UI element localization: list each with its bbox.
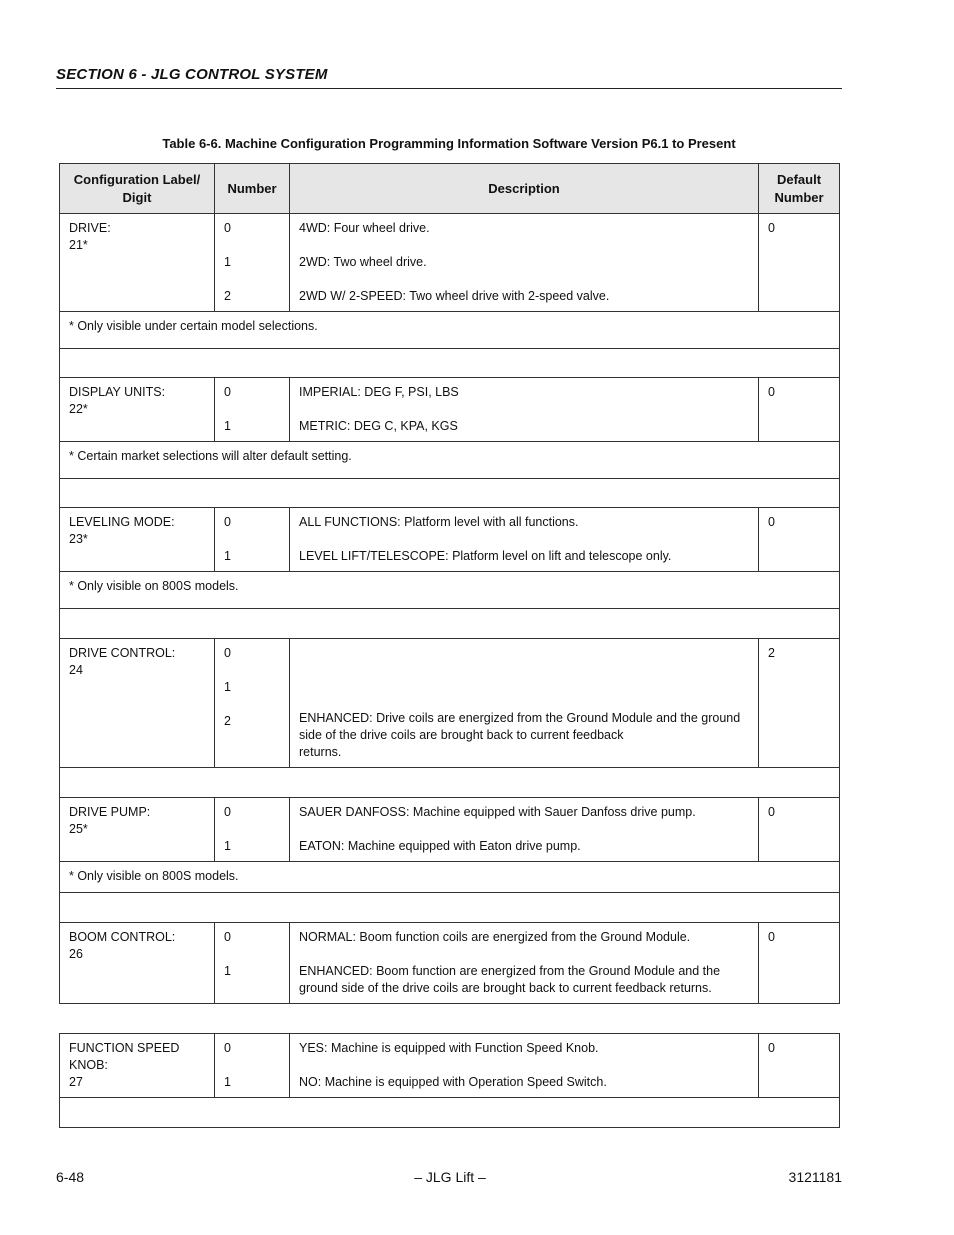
label-text: DRIVE: xyxy=(69,221,111,235)
default-value: 0 xyxy=(768,805,775,819)
description-cell xyxy=(290,508,759,572)
table-row-drive-pump xyxy=(60,798,840,862)
number-value: 0 xyxy=(224,646,231,660)
default-value: 0 xyxy=(768,515,775,529)
config-label xyxy=(60,378,215,442)
number-value: 0 xyxy=(224,385,231,399)
description-cell xyxy=(290,639,759,768)
number-value: 1 xyxy=(224,549,231,563)
col-header-label: Configuration Label/ Digit xyxy=(60,164,215,214)
table-row-drive-control xyxy=(60,639,840,768)
description-text: METRIC: DEG C, KPA, KGS xyxy=(299,419,458,433)
config-label xyxy=(60,508,215,572)
number-value: 2 xyxy=(224,289,231,303)
spacer-row xyxy=(60,893,840,923)
config-label xyxy=(60,214,215,312)
number-cell xyxy=(215,378,290,442)
table-note-row xyxy=(60,572,840,609)
spacer-row xyxy=(60,1098,840,1128)
table-row-boom-control xyxy=(60,923,840,1004)
label-text: KNOB: xyxy=(69,1058,108,1072)
number-value: 1 xyxy=(224,1075,231,1089)
label-text: FUNCTION SPEED xyxy=(69,1041,180,1055)
default-value: 0 xyxy=(768,385,775,399)
description-text: ALL FUNCTIONS: Platform level with all functions. xyxy=(299,515,579,529)
col-header-description: Description xyxy=(290,164,759,214)
number-value: 0 xyxy=(224,930,231,944)
spacer-row xyxy=(60,349,840,378)
description-text: YES: Machine is equipped with Function Speed Knob. xyxy=(299,1041,599,1055)
label-digit: 27 xyxy=(69,1075,83,1089)
description-text: SAUER DANFOSS: Machine equipped with Sauer Danfoss drive pump. xyxy=(299,805,696,819)
number-value: 0 xyxy=(224,805,231,819)
number-cell xyxy=(215,798,290,862)
number-value: 0 xyxy=(224,221,231,235)
label-text: LEVELING MODE: xyxy=(69,515,175,529)
default-value: 0 xyxy=(768,1041,775,1055)
label-text: DISPLAY UNITS: xyxy=(69,385,166,399)
config-label xyxy=(60,923,215,1004)
number-cell xyxy=(215,508,290,572)
label-digit: 24 xyxy=(69,663,83,677)
document-number: 3121181 xyxy=(788,1169,842,1185)
spacer-row xyxy=(60,479,840,508)
spacer-row xyxy=(60,609,840,639)
description-cell xyxy=(290,378,759,442)
description-text: 2WD: Two wheel drive. xyxy=(299,255,427,269)
label-digit: 25* xyxy=(69,822,88,836)
number-cell xyxy=(215,1034,290,1098)
default-cell xyxy=(759,798,840,862)
number-value: 1 xyxy=(224,680,231,694)
number-value: 0 xyxy=(224,515,231,529)
config-label xyxy=(60,798,215,862)
section-header: SECTION 6 - JLG CONTROL SYSTEM xyxy=(56,66,842,89)
note-text: * Certain market selections will alter default setting. xyxy=(60,442,840,479)
number-value: 2 xyxy=(224,714,231,728)
col-header-number: Number xyxy=(215,164,290,214)
col-header-default: Default Number xyxy=(759,164,840,214)
table-note-row xyxy=(60,862,840,893)
table-row-drive xyxy=(60,214,840,312)
description-text: ENHANCED: Drive coils are energized from the Ground Module and the ground side of the drive coils are brought back to current feedback xyxy=(299,711,741,742)
default-cell xyxy=(759,214,840,312)
number-value: 1 xyxy=(224,255,231,269)
config-label xyxy=(60,1034,215,1098)
description-text: 2WD W/ 2-SPEED: Two wheel drive with 2-speed valve. xyxy=(299,289,610,303)
number-value: 1 xyxy=(224,964,231,978)
default-value: 0 xyxy=(768,930,775,944)
label-digit: 23* xyxy=(69,532,88,546)
number-cell xyxy=(215,923,290,1004)
description-text: IMPERIAL: DEG F, PSI, LBS xyxy=(299,385,459,399)
description-cell xyxy=(290,798,759,862)
description-text: NORMAL: Boom function coils are energized from the Ground Module. xyxy=(299,930,691,944)
label-text: DRIVE CONTROL: xyxy=(69,646,176,660)
page-number: 6-48 xyxy=(56,1169,85,1185)
number-value: 1 xyxy=(224,419,231,433)
footer-center: – JLG Lift – xyxy=(414,1169,486,1185)
number-cell xyxy=(215,214,290,312)
table-row-function-speed-knob xyxy=(60,1034,840,1098)
label-digit: 22* xyxy=(69,402,88,416)
table-note-row xyxy=(60,312,840,349)
default-cell xyxy=(759,639,840,768)
description-text: EATON: Machine equipped with Eaton drive pump. xyxy=(299,839,581,853)
number-value: 0 xyxy=(224,1041,231,1055)
label-text: BOOM CONTROL: xyxy=(69,930,176,944)
table-title: Table 6-6. Machine Configuration Programming Information Software Version P6.1 to Present xyxy=(162,136,736,151)
note-text: * Only visible on 800S models. xyxy=(60,572,840,609)
description-cell xyxy=(290,923,759,1004)
note-text: * Only visible under certain model selections. xyxy=(60,312,840,349)
description-text: ENHANCED: Boom function are energized from the Ground Module and the ground side of the drive coils are brought back to current feedback returns. xyxy=(299,964,721,995)
note-text: * Only visible on 800S models. xyxy=(60,862,840,893)
default-cell xyxy=(759,378,840,442)
table-row-display-units xyxy=(60,378,840,442)
default-value: 2 xyxy=(768,646,775,660)
default-value: 0 xyxy=(768,221,775,235)
config-label xyxy=(60,639,215,768)
table-header-row xyxy=(60,164,840,214)
number-cell xyxy=(215,639,290,768)
default-cell xyxy=(759,1034,840,1098)
description-text: NO: Machine is equipped with Operation Speed Switch. xyxy=(299,1075,607,1089)
description-text: 4WD: Four wheel drive. xyxy=(299,221,430,235)
table-row-leveling-mode xyxy=(60,508,840,572)
spacer-row xyxy=(60,768,840,798)
config-table-continued xyxy=(59,1033,840,1128)
description-cell xyxy=(290,1034,759,1098)
number-value: 1 xyxy=(224,839,231,853)
description-text: LEVEL LIFT/TELESCOPE: Platform level on lift and telescope only. xyxy=(299,549,672,563)
description-cell xyxy=(290,214,759,312)
label-digit: 26 xyxy=(69,947,83,961)
config-table xyxy=(59,163,840,1004)
table-note-row xyxy=(60,442,840,479)
label-digit: 21* xyxy=(69,238,88,252)
default-cell xyxy=(759,923,840,1004)
default-cell xyxy=(759,508,840,572)
label-text: DRIVE PUMP: xyxy=(69,805,151,819)
description-text: returns. xyxy=(299,745,342,759)
